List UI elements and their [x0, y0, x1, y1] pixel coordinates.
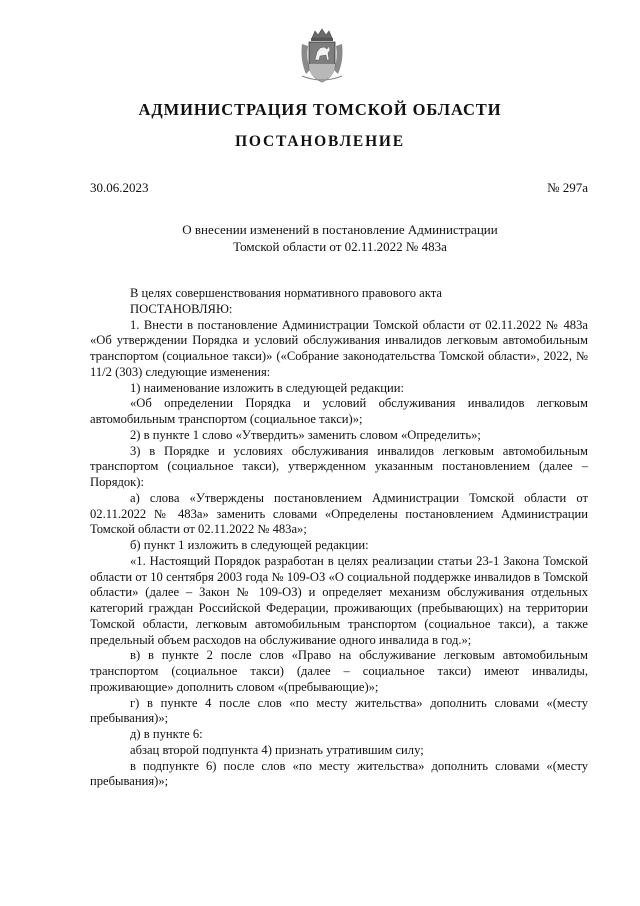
paragraph-point-v: в) в пункте 2 после слов «Право на обслуживание легковым автомобильным транспортом (социальное такси) (далее – социальное такси) имеют инвалиды, проживающие» дополнить словом «(пребывающие)»; [90, 648, 588, 694]
paragraph-subitem-1: 1) наименование изложить в следующей редакции: [130, 380, 404, 395]
document-body [90, 286, 588, 790]
document-date: 30.06.2023 [90, 180, 149, 195]
paragraph-quote-title: «Об определении Порядка и условий обслуживания инвалидов легковым автомобильным транспортом (социальное такси)»; [90, 396, 588, 426]
document-title [120, 221, 560, 255]
paragraph-preamble: В целях совершенствования нормативного правового акта [130, 286, 442, 300]
document-number: № 297а [547, 180, 588, 195]
paragraph-point-d-1: абзац второй подпункта 4) признать утратившим силу; [130, 742, 424, 757]
paragraph-point-d-2: в подпункте 6) после слов «по месту жительства» дополнить словами «(месту пребывания)»; [90, 758, 588, 789]
paragraph-subitem-3: 3) в Порядке и условиях обслуживания инвалидов легковым автомобильным транспортом (социальное такси), утвержденном указанным постановлением (далее – Порядок): [90, 443, 588, 489]
organization-name: АДМИНИСТРАЦИЯ ТОМСКОЙ ОБЛАСТИ [138, 100, 502, 119]
paragraph-subitem-2: 2) в пункте 1 слово «Утвердить» заменить словом «Определить»; [130, 427, 481, 442]
paragraph-quote-point-1: «1. Настоящий Порядок разработан в целях реализации статьи 23-1 Закона Томской области от 10 сентября 2003 года № 109-ОЗ «О социальной поддержке инвалидов в Томской области» (далее – Закон № 109-ОЗ) и определяет механизм обслуживания отдельных категорий граждан Российской Федерации, проживающих (пребывающих) на территории Томской области, легковым автомобильным транспортом (социальное такси), а также предельный объем расходов на обслуживание одного инвалида в год.»; [90, 553, 588, 647]
paragraph-point-b: б) пункт 1 изложить в следующей редакции: [130, 538, 369, 552]
paragraph-point-g: г) в пункте 4 после слов «по месту жительства» дополнить словами «(месту пребывания)»; [90, 695, 588, 726]
coat-of-arms-icon [298, 26, 346, 86]
paragraph-decree: ПОСТАНОВЛЯЮ: [130, 301, 233, 316]
title-line-2: Томской области от 02.11.2022 № 483а [233, 239, 447, 254]
document-type: ПОСТАНОВЛЕНИЕ [235, 133, 405, 150]
title-line-1: О внесении изменений в постановление Администрации [182, 222, 498, 237]
paragraph-point-a: а) слова «Утверждены постановлением Администрации Томской области от 02.11.2022 № 483а» заменить словами «Определены постановлением Администрации Томской области от 02.11.2022 № 483а»; [90, 490, 588, 537]
paragraph-point-d: д) в пункте 6: [130, 727, 203, 741]
paragraph-item-1: 1. Внести в постановление Администрации Томской области от 02.11.2022 № 483а «Об утверждении Порядка и условий обслуживания инвалидов легковым автомобильным транспортом (социальное такси)» («Собрание законодательства Томской области», 2022, № 11/2 (303) следующие изменения: [90, 317, 588, 379]
